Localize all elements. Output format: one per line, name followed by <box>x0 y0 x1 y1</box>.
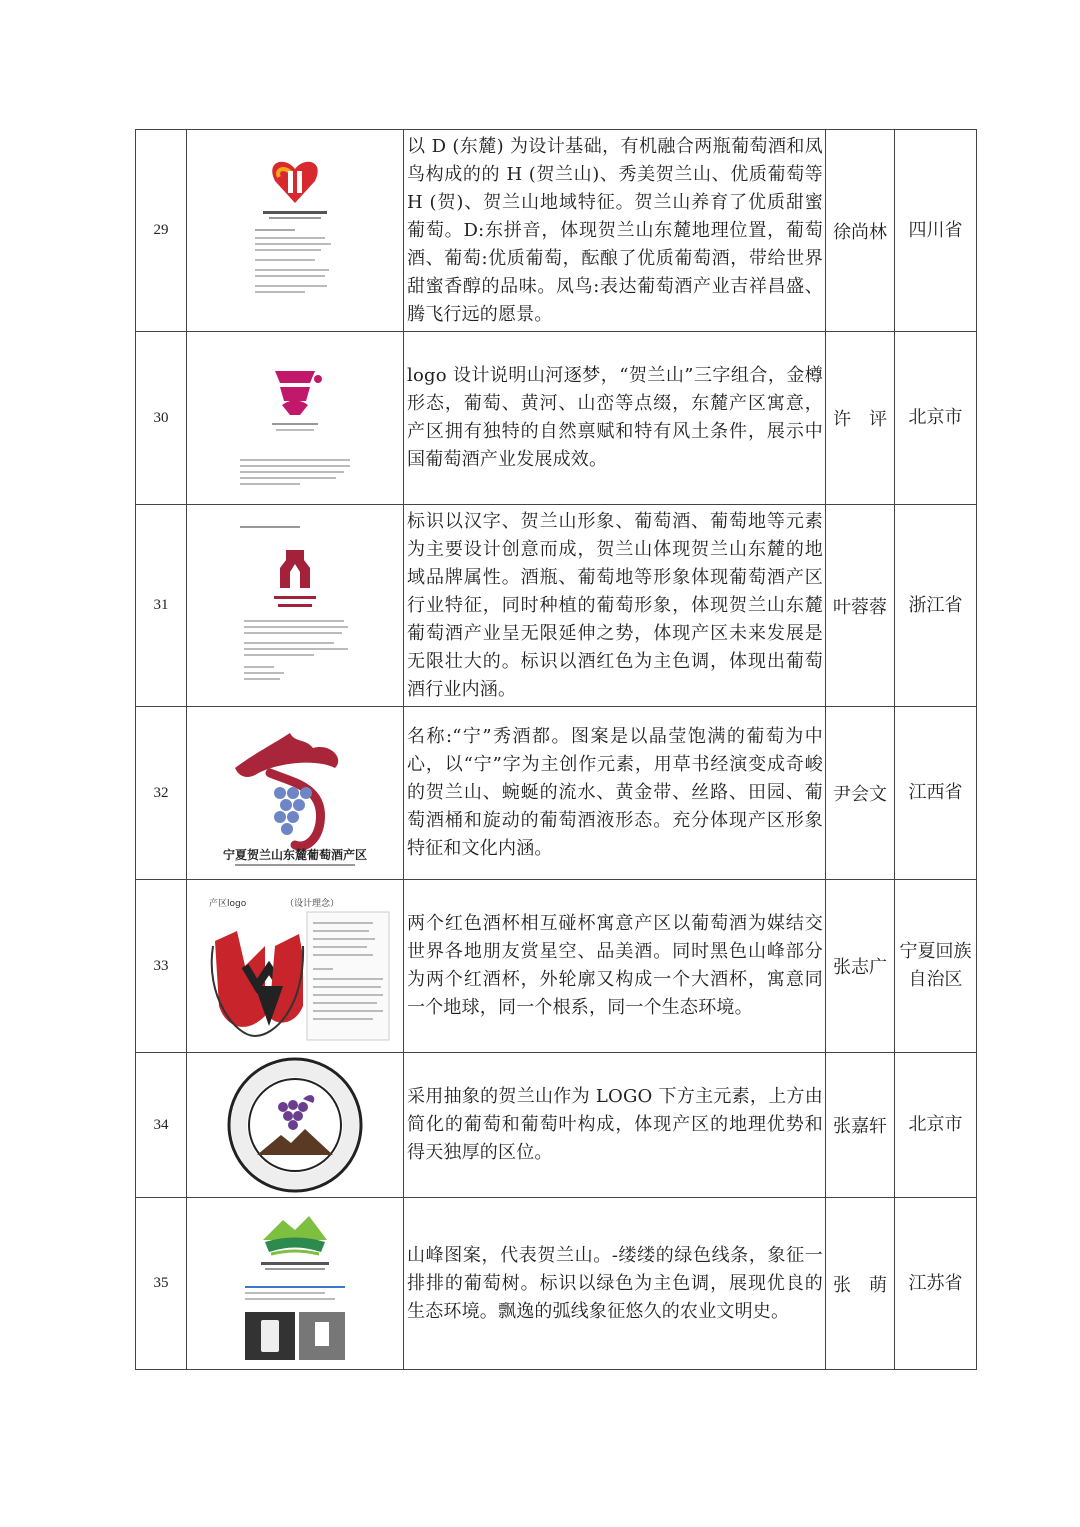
description: 以 D (东麓) 为设计基础，有机融合两瓶葡萄酒和凤鸟构成的的 H (贺兰山)、秀美贺兰山、优质葡萄等 H (贺)、贺兰山地域特征。贺兰山养育了优质甜蜜葡萄。D:东拼音，体现贺兰山东麓地理位置，葡萄酒、葡萄:优质葡萄，酝酿了优质葡萄酒，带给世界甜蜜香醇的品味。凤鸟:表达葡萄酒产业吉祥昌盛、腾飞行远的愿景。 <box>404 130 826 332</box>
province: 宁夏回族自治区 <box>895 880 977 1053</box>
province: 江西省 <box>895 707 977 880</box>
province: 四川省 <box>895 130 977 332</box>
province: 北京市 <box>895 332 977 505</box>
logo-cell <box>187 332 404 505</box>
row-number: 35 <box>136 1198 187 1370</box>
province: 江苏省 <box>895 1198 977 1370</box>
description: 采用抽象的贺兰山作为 LOGO 下方主元素，上方由简化的葡萄和葡萄叶构成，体现产区的地理优势和得天独厚的区位。 <box>404 1053 826 1198</box>
description: 山峰图案，代表贺兰山。-缕缕的绿色线条，象征一排排的葡萄树。标识以绿色为主色调，展现优良的生态环境。飘逸的弧线象征悠久的农业文明史。 <box>404 1198 826 1370</box>
table-row <box>136 130 977 332</box>
table-row <box>136 707 977 880</box>
logo-image <box>230 343 360 493</box>
designer-name: 尹会文 <box>826 707 895 880</box>
logo-cell <box>187 1053 404 1198</box>
row-number: 34 <box>136 1053 187 1198</box>
logo-32-graphic <box>195 713 395 873</box>
logo-cell <box>187 505 404 707</box>
row-number: 31 <box>136 505 187 707</box>
description: logo 设计说明山河逐梦，“贺兰山”三字组合，金樽形态，葡萄、黄河、山峦等点缀，东麓产区寓意，产区拥有独特的自然禀赋和特有风土条件，展示中国葡萄酒产业发展成效。 <box>404 332 826 505</box>
table-row <box>136 1198 977 1370</box>
table-row <box>136 332 977 505</box>
logo-33-caption: 产区logo <box>209 899 247 909</box>
description: 两个红色酒杯相互碰杯寓意产区以葡萄酒为媒结交世界各地朋友赏星空、品美酒。同时黑色山峰部分为两个红酒杯，外轮廓又构成一个大酒杯，寓意同一个地球，同一个根系，同一个生态环境。 <box>404 880 826 1053</box>
logo-31-graphic <box>230 516 360 696</box>
row-number: 32 <box>136 707 187 880</box>
logo-cell <box>187 880 404 1053</box>
designer-name: 张志广 <box>826 880 895 1053</box>
logo-image <box>195 886 395 1046</box>
logo-image <box>235 141 355 321</box>
table-row <box>136 1053 977 1198</box>
logo-35-graphic <box>235 1204 355 1364</box>
row-number: 29 <box>136 130 187 332</box>
logo-cell <box>187 1198 404 1370</box>
logo-30-graphic <box>230 343 360 493</box>
province: 北京市 <box>895 1053 977 1198</box>
designer-name: 叶蓉蓉 <box>826 505 895 707</box>
logo-image <box>195 713 395 873</box>
row-number: 30 <box>136 332 187 505</box>
description: 标识以汉字、贺兰山形象、葡萄酒、葡萄地等元素为主要设计创意而成，贺兰山体现贺兰山东麓的地域品牌属性。酒瓶、葡萄地等形象体现葡萄酒产区行业特征，同时种植的葡萄形象，体现贺兰山东麓葡萄酒产业呈无限延伸之势，体现产区未来发展是无限壮大的。标识以酒红色为主色调，体现出葡萄酒行业内涵。 <box>404 505 826 707</box>
logo-image <box>225 1055 365 1195</box>
designer-name: 张 萌 <box>826 1198 895 1370</box>
logo-29-graphic <box>235 141 355 321</box>
province: 浙江省 <box>895 505 977 707</box>
designer-name: 许 评 <box>826 332 895 505</box>
table-row <box>136 505 977 707</box>
logo-32-caption: 宁夏贺兰山东麓葡萄酒产区 <box>222 848 368 862</box>
designer-name: 徐尚林 <box>826 130 895 332</box>
description: 名称:“宁”秀酒都。图案是以晶莹饱满的葡萄为中心，以“宁”字为主创作元素，用草书经演变成奇峻的贺兰山、蜿蜒的流水、黄金带、丝路、田园、葡萄酒桶和旋动的葡萄酒液形态。充分体现产区形象特征和文化内涵。 <box>404 707 826 880</box>
table-row <box>136 880 977 1053</box>
logo-image <box>230 516 360 696</box>
designer-name: 张嘉轩 <box>826 1053 895 1198</box>
logo-33-caption2: （设计理念） <box>285 899 340 909</box>
logo-image <box>235 1204 355 1364</box>
entries-table <box>135 129 977 1370</box>
row-number: 33 <box>136 880 187 1053</box>
logo-cell <box>187 130 404 332</box>
logo-cell <box>187 707 404 880</box>
logo-34-graphic <box>225 1055 365 1195</box>
logo-33-graphic <box>195 886 395 1046</box>
